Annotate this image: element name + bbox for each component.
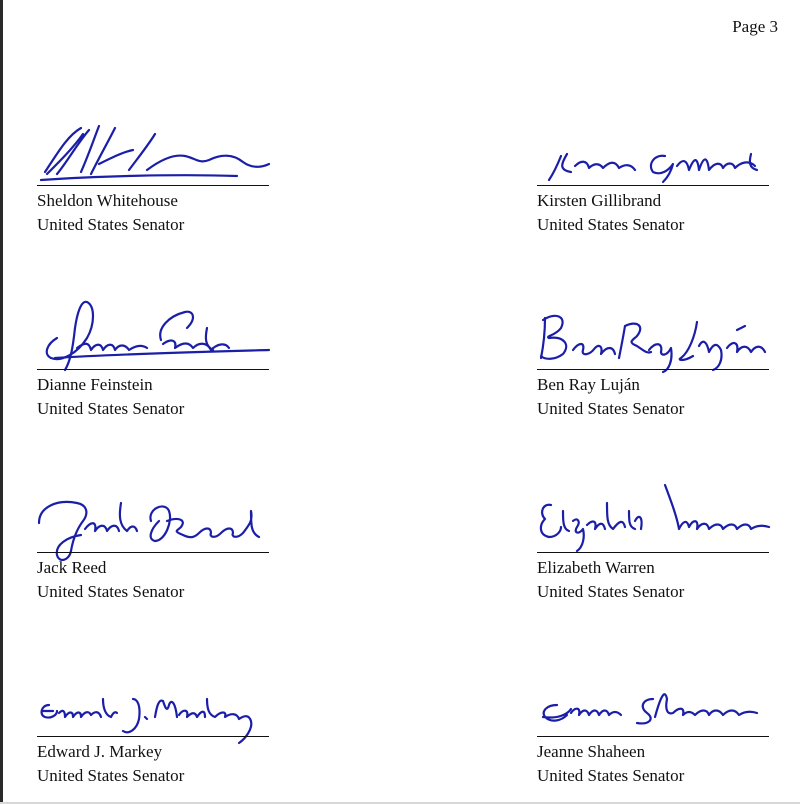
signature-line [37, 736, 269, 737]
signature-whitehouse [37, 114, 269, 186]
signature-line [537, 369, 769, 370]
signature-gillibrand [537, 114, 769, 186]
signature-markey [37, 665, 269, 737]
page-number: Page 3 [732, 17, 778, 36]
signatory-title: United States Senator [537, 766, 685, 785]
signature-feinstein [37, 298, 269, 370]
signature-line [537, 185, 769, 186]
signature-reed [37, 481, 269, 553]
page-left-edge [0, 0, 3, 804]
signatory-name: Edward J. Markey [37, 742, 163, 761]
signatory-title: United States Senator [37, 399, 185, 418]
signatory-name: Elizabeth Warren [537, 558, 655, 577]
signatory-name: Sheldon Whitehouse [37, 191, 178, 210]
signature-lujan [537, 298, 769, 370]
signatory-name: Jack Reed [37, 558, 107, 577]
signatory-title: United States Senator [537, 215, 685, 234]
signatory-name: Dianne Feinstein [37, 375, 153, 394]
signatory-name: Jeanne Shaheen [537, 742, 646, 761]
signature-warren [537, 481, 769, 553]
signatory-title: United States Senator [37, 215, 185, 234]
signature-shaheen [537, 665, 769, 737]
signatory-title: United States Senator [537, 582, 685, 601]
signatory-title: United States Senator [37, 766, 185, 785]
signatory-title: United States Senator [537, 399, 685, 418]
signature-line [537, 736, 769, 737]
signature-line [37, 552, 269, 553]
signatory-title: United States Senator [37, 582, 185, 601]
signatory-name: Kirsten Gillibrand [537, 191, 662, 210]
signature-line [37, 185, 269, 186]
signatory-name: Ben Ray Luján [537, 375, 640, 394]
signature-line [37, 369, 269, 370]
signature-line [537, 552, 769, 553]
